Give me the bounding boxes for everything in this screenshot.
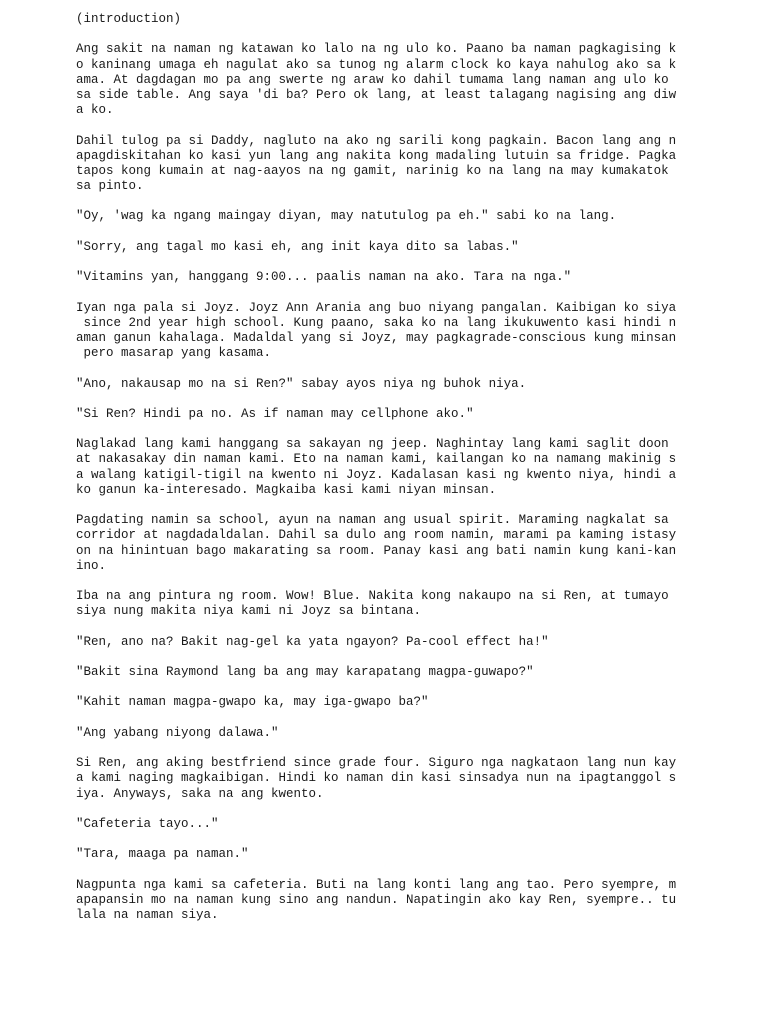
text-line: sa side table. Ang saya 'di ba? Pero ok lang, at least talagang nagising ang diw	[76, 87, 677, 102]
text-line: Si Ren, ang aking bestfriend since grade four. Siguro nga nagkataon lang nun kay	[76, 756, 677, 771]
text-line: Naglakad lang kami hanggang sa sakayan ng jeep. Naghintay lang kami saglit doon	[76, 437, 669, 452]
text-line: o kaninang umaga eh nagulat ako sa tunog ng alarm clock ko kaya nahulog ako sa k	[76, 57, 677, 72]
text-line: "Kahit naman magpa-gwapo ka, may iga-gwapo ba?"	[76, 695, 429, 710]
text-line: "Ano, nakausap mo na si Ren?" sabay ayos niya ng buhok niya.	[76, 376, 527, 391]
paragraph	[76, 726, 676, 741]
paragraph	[76, 407, 676, 422]
paragraph	[76, 513, 676, 574]
text-line: "Tara, maaga pa naman."	[76, 847, 249, 862]
text-line: Ang sakit na naman ng katawan ko lalo na ng ulo ko. Paano ba naman pagkagising k	[76, 42, 677, 57]
paragraph	[76, 756, 676, 802]
paragraph	[76, 209, 676, 224]
document-page	[76, 12, 676, 938]
text-line: ama. At dagdagan mo pa ang swerte ng araw ko dahil tumama lang naman ang ulo ko	[76, 72, 669, 87]
paragraph	[76, 377, 676, 392]
text-line: "Ang yabang niyong dalawa."	[76, 725, 279, 740]
text-line: aman ganun kahalaga. Madaldal yang si Joyz, may pagkagrade-conscious kung minsan	[76, 330, 677, 345]
text-line: apagdiskitahan ko kasi yun lang ang nakita kong madaling lutuin sa fridge. Pagka	[76, 148, 677, 163]
text-line: sa pinto.	[76, 179, 144, 194]
text-line: Iyan nga pala si Joyz. Joyz Ann Arania ang buo niyang pangalan. Kaibigan ko siya	[76, 300, 677, 315]
paragraph	[76, 695, 676, 710]
paragraph	[76, 134, 676, 195]
text-line: on na hinintuan bago makarating sa room. Panay kasi ang bati namin kung kani-kan	[76, 543, 677, 558]
paragraph	[76, 301, 676, 362]
text-line: corridor at nagdadaldalan. Dahil sa dulo ang room namin, marami pa kaming istasy	[76, 528, 677, 543]
paragraph	[76, 878, 676, 924]
text-line: Dahil tulog pa si Daddy, nagluto na ako ng sarili kong pagkain. Bacon lang ang n	[76, 133, 677, 148]
text-line: Pagdating namin sa school, ayun na naman ang usual spirit. Maraming nagkalat sa	[76, 513, 669, 528]
text-line: a kami naging magkaibigan. Hindi ko naman din kasi sinsadya nun na ipagtanggol s	[76, 771, 677, 786]
text-line: Nagpunta nga kami sa cafeteria. Buti na lang konti lang ang tao. Pero syempre, m	[76, 877, 677, 892]
paragraph	[76, 847, 676, 862]
text-line: apapansin mo na naman kung sino ang nandun. Napatingin ako kay Ren, syempre.. tu	[76, 892, 677, 907]
text-line: "Cafeteria tayo..."	[76, 816, 219, 831]
text-line: "Si Ren? Hindi pa no. As if naman may cellphone ako."	[76, 406, 474, 421]
text-line: Iba na ang pintura ng room. Wow! Blue. Nakita kong nakaupo na si Ren, at tumayo	[76, 589, 669, 604]
text-line: "Bakit sina Raymond lang ba ang may karapatang magpa-guwapo?"	[76, 665, 534, 680]
text-line: "Ren, ano na? Bakit nag-gel ka yata ngayon? Pa-cool effect ha!"	[76, 634, 549, 649]
section-heading	[76, 12, 676, 27]
text-line: iya. Anyways, saka na ang kwento.	[76, 786, 324, 801]
paragraph	[76, 240, 676, 255]
text-line: "Sorry, ang tagal mo kasi eh, ang init kaya dito sa labas."	[76, 239, 519, 254]
paragraph	[76, 817, 676, 832]
paragraph	[76, 635, 676, 650]
text-line: since 2nd year high school. Kung paano, saka ko na lang ikukuwento kasi hindi n	[76, 315, 677, 330]
text-line: at nakasakay din naman kami. Eto na naman kami, kailangan ko na namang makinig s	[76, 452, 677, 467]
text-line: pero masarap yang kasama.	[76, 346, 272, 361]
text-line: a walang katigil-tigil na kwento ni Joyz. Kadalasan kasi ng kwento niya, hindi a	[76, 467, 677, 482]
paragraph	[76, 589, 676, 619]
paragraph	[76, 42, 676, 118]
paragraph	[76, 270, 676, 285]
text-line: ino.	[76, 558, 107, 573]
paragraph	[76, 437, 676, 498]
text-line: lala na naman siya.	[76, 908, 219, 923]
text-line: a ko.	[76, 103, 114, 118]
text-line: ko ganun ka-interesado. Magkaiba kasi kami niyan minsan.	[76, 482, 497, 497]
text-line: "Oy, 'wag ka ngang maingay diyan, may natutulog pa eh." sabi ko na lang.	[76, 209, 617, 224]
text-line: "Vitamins yan, hanggang 9:00... paalis naman na ako. Tara na nga."	[76, 270, 572, 285]
text-line: siya nung makita niya kami ni Joyz sa bintana.	[76, 604, 422, 619]
text-line: (introduction)	[76, 12, 182, 26]
paragraph	[76, 665, 676, 680]
text-line: tapos kong kumain at nag-aayos na ng gamit, narinig ko na lang na may kumakatok	[76, 163, 669, 178]
